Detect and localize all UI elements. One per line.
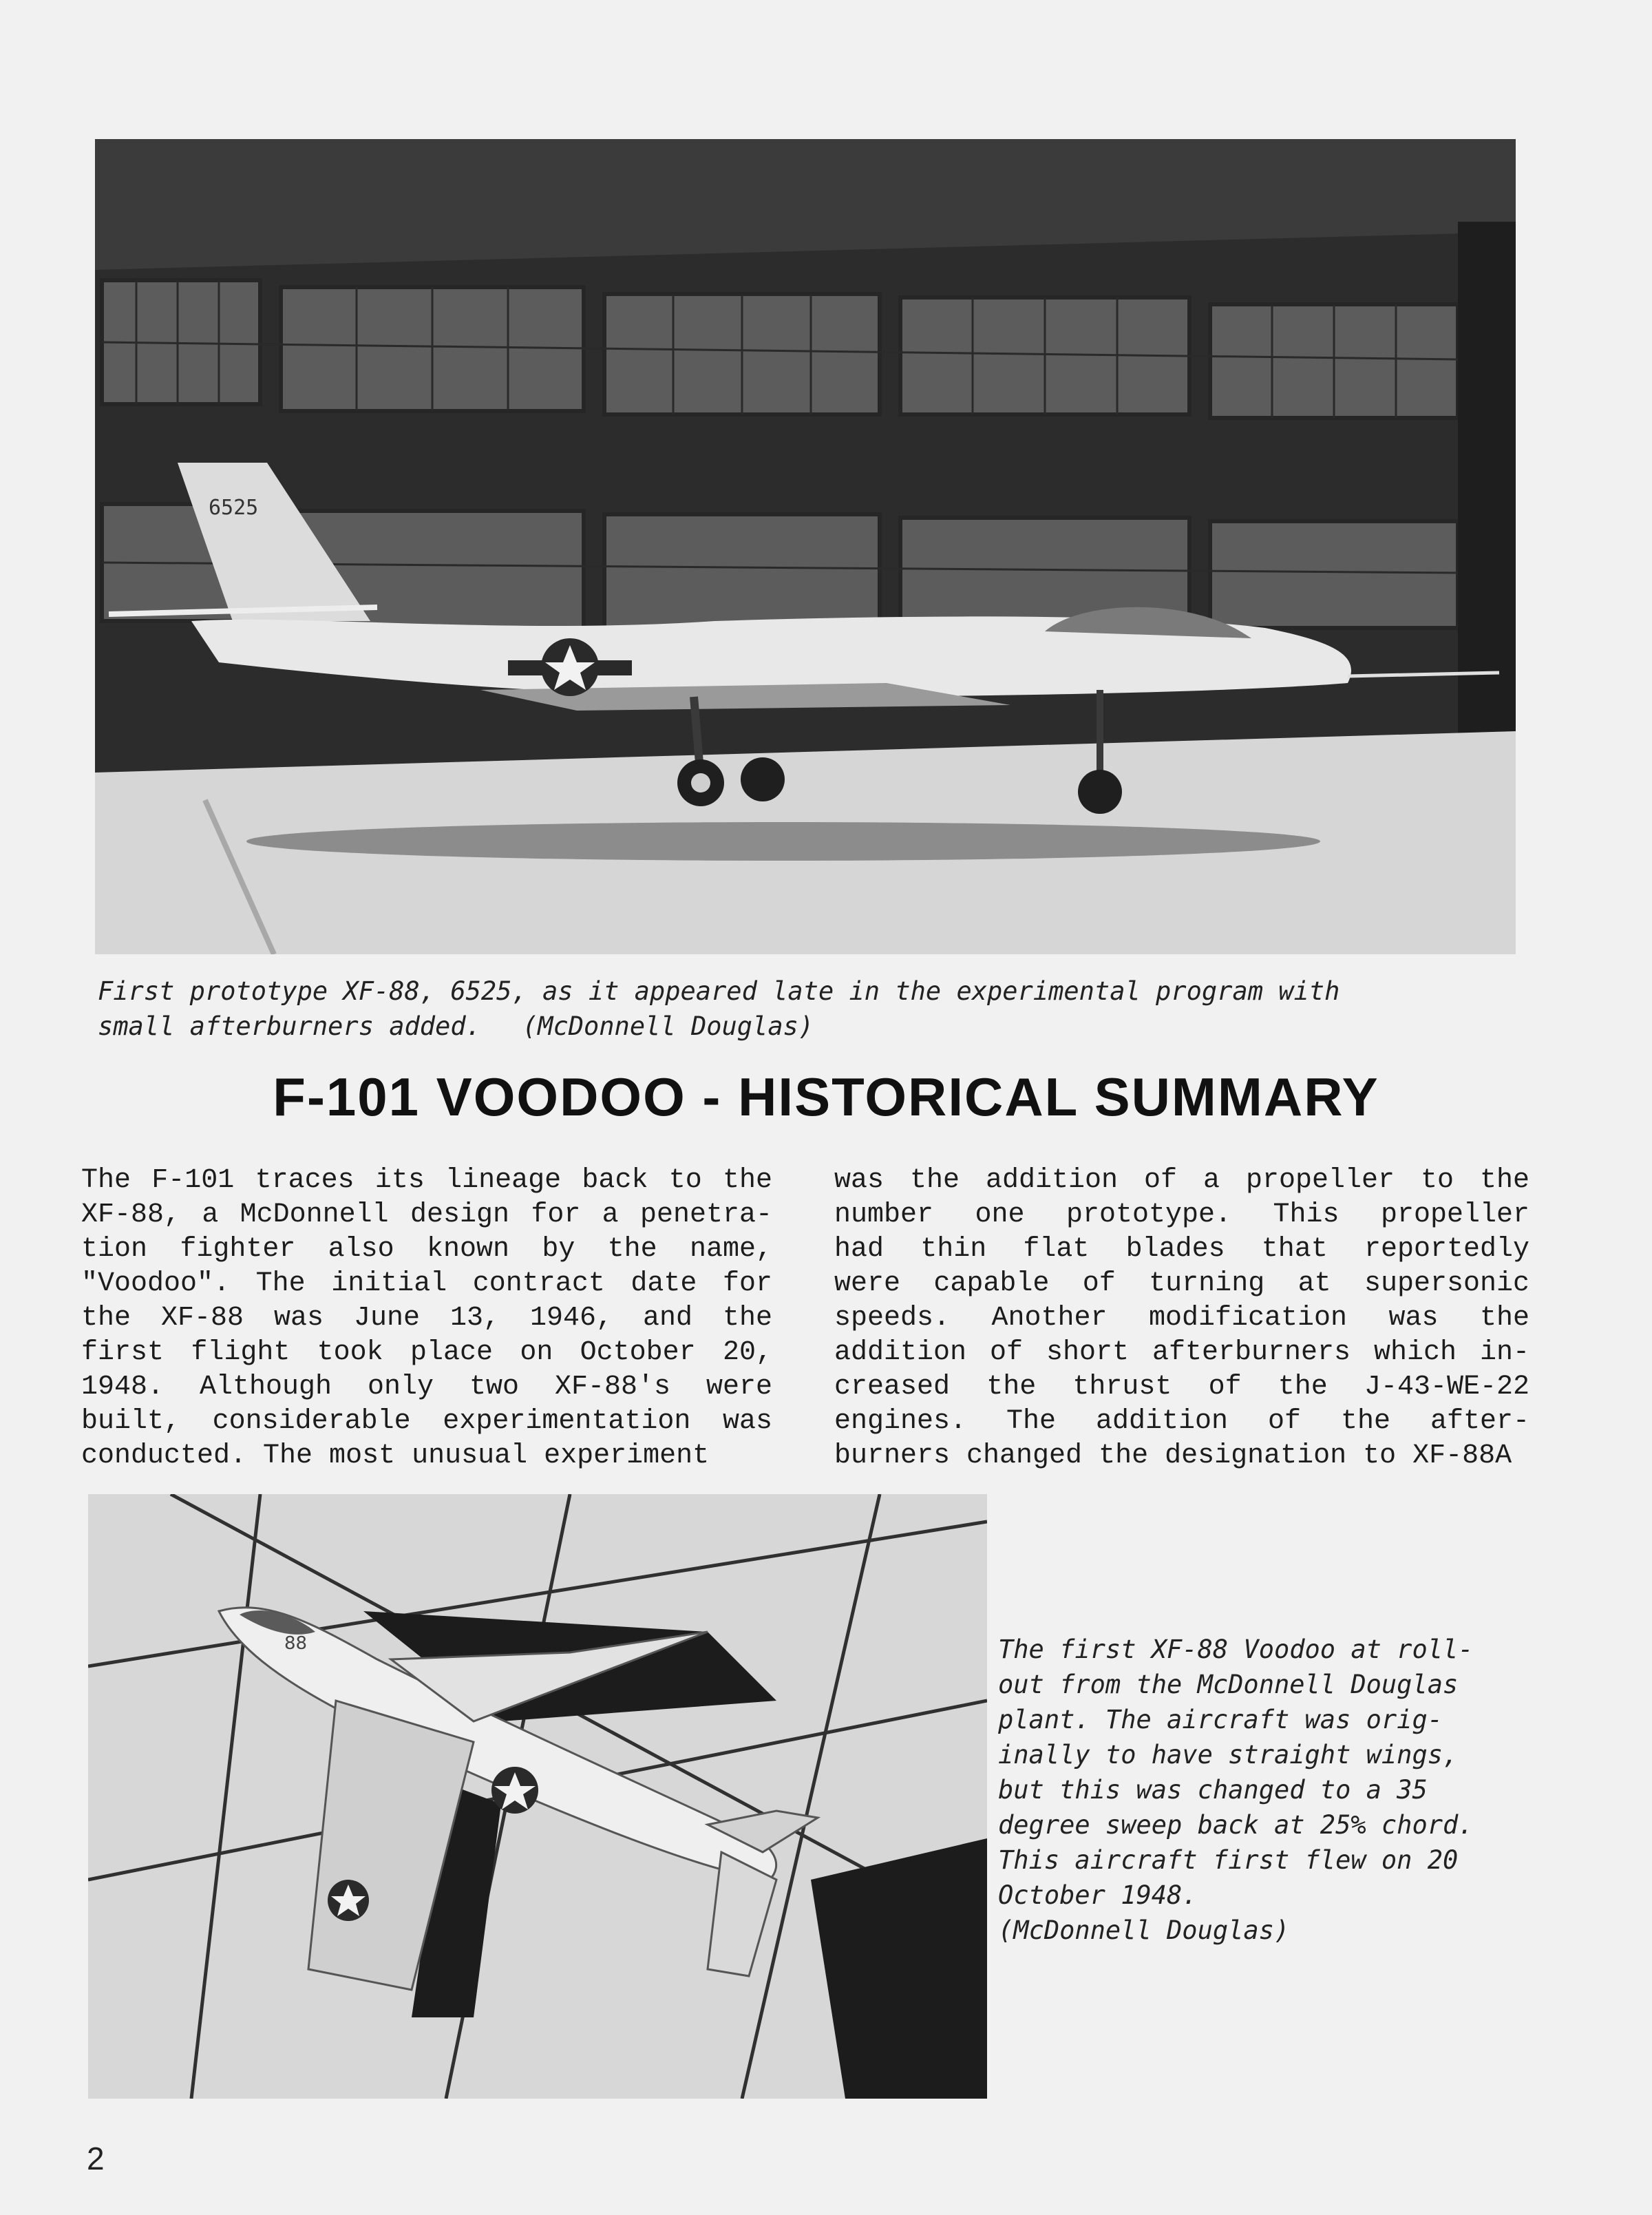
- body-line: built, considerable experimentation was: [81, 1406, 772, 1437]
- body-line: creased the thrust of the J-43-WE-22: [834, 1372, 1529, 1403]
- caption-bottom-line: degree sweep back at 25% chord.: [998, 1810, 1474, 1840]
- caption-top-line1: First prototype XF-88, 6525, as it appeared late in the experimental program with: [98, 976, 1340, 1006]
- caption-top-line2: small afterburners added.: [98, 1011, 481, 1041]
- caption-top-credit: (McDonnell Douglas): [522, 1011, 814, 1041]
- caption-bottom-line: but this was changed to a 35: [998, 1775, 1428, 1805]
- caption-bottom-line: out from the McDonnell Douglas: [998, 1670, 1459, 1699]
- page-title: F-101 VOODOO - HISTORICAL SUMMARY: [273, 1067, 1379, 1127]
- body-line: tion fighter also known by the name,: [81, 1234, 772, 1265]
- caption-bottom-line: This aircraft first flew on 20: [998, 1845, 1459, 1875]
- caption-bottom-line: inally to have straight wings,: [998, 1740, 1459, 1770]
- tail-number-text: 6525: [209, 496, 259, 520]
- caption-bottom-line: October 1948.: [998, 1880, 1198, 1910]
- caption-bottom-line: The first XF-88 Voodoo at roll-: [998, 1635, 1474, 1664]
- body-line: had thin flat blades that reportedly: [834, 1234, 1529, 1265]
- body-line: speeds. Another modification was the: [834, 1303, 1529, 1334]
- body-column-left: [81, 1164, 772, 1473]
- body-line: burners changed the designation to XF-88A: [834, 1440, 1512, 1471]
- photo-xf88-rollout: [88, 1494, 987, 2099]
- body-line: the XF-88 was June 13, 1946, and the: [81, 1303, 772, 1334]
- body-line: engines. The addition of the after-: [834, 1406, 1529, 1437]
- body-line: first flight took place on October 20,: [81, 1337, 772, 1368]
- body-line: was the addition of a propeller to the: [834, 1165, 1529, 1196]
- body-line: XF-88, a McDonnell design for a penetra-: [81, 1199, 772, 1230]
- xf88-overhead-view-image: [88, 1494, 987, 2099]
- photo-xf88-hangar: [95, 139, 1516, 954]
- body-line: "Voodoo". The initial contract date for: [81, 1268, 772, 1299]
- body-column-right: [834, 1164, 1529, 1473]
- caption-bottom-line: plant. The aircraft was orig-: [998, 1705, 1443, 1734]
- caption-bottom-credit: (McDonnell Douglas): [998, 1915, 1290, 1945]
- nose-marking-text: 88: [284, 1633, 308, 1654]
- body-line: number one prototype. This propeller: [834, 1199, 1529, 1230]
- body-line: were capable of turning at supersonic: [834, 1268, 1529, 1299]
- body-line: The F-101 traces its lineage back to the: [81, 1165, 772, 1196]
- body-line: 1948. Although only two XF-88's were: [81, 1372, 772, 1403]
- xf88-side-view-image: [95, 139, 1516, 954]
- page-number: 2: [87, 2141, 105, 2176]
- caption-top: [98, 974, 1543, 1044]
- body-line: conducted. The most unusual experiment: [81, 1440, 710, 1471]
- body-line: addition of short afterburners which in-: [834, 1337, 1529, 1368]
- caption-bottom: [998, 1632, 1542, 1948]
